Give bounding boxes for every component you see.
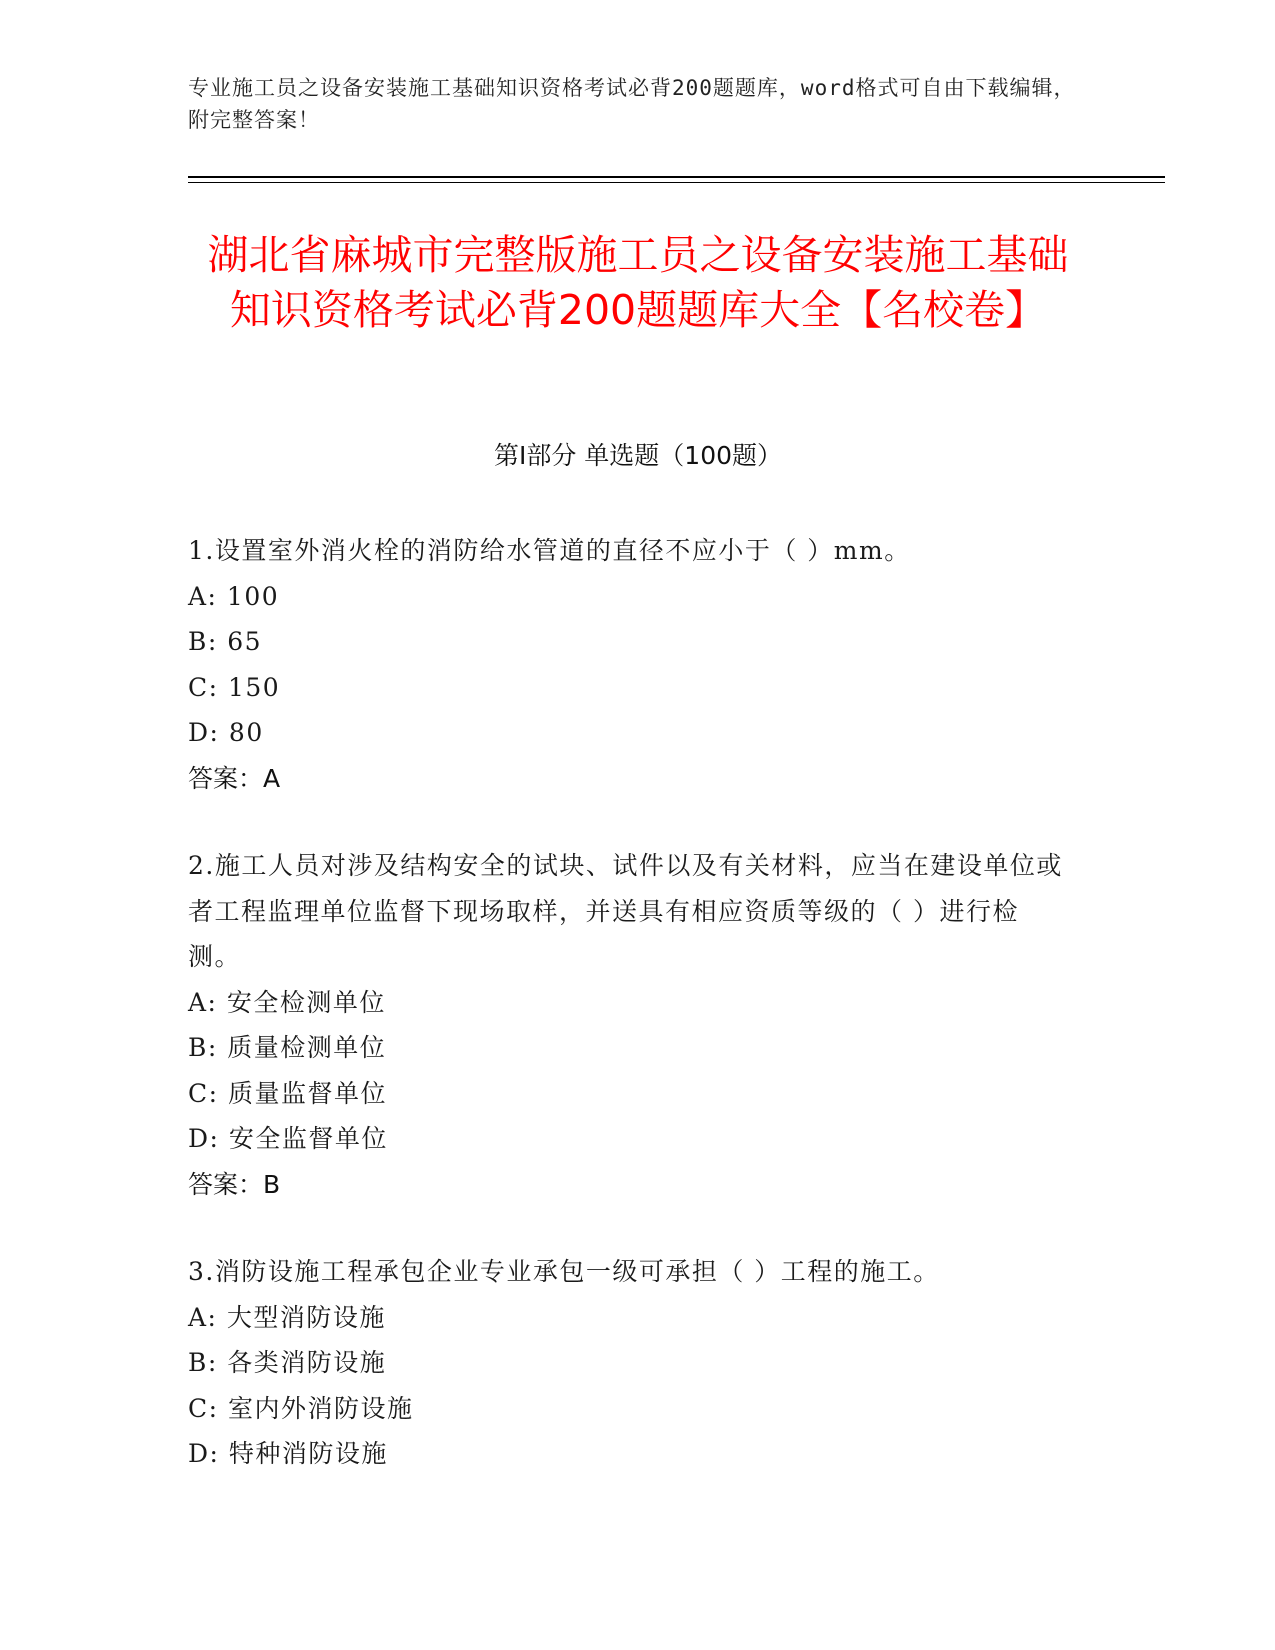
option-b: B: 各类消防设施 — [188, 1348, 387, 1377]
question-stem: 3.消防设施工程承包企业专业承包一级可承担（ ）工程的施工。 — [188, 1257, 940, 1286]
option-a: A: 100 — [188, 581, 280, 611]
header-divider-thin — [188, 182, 1165, 183]
option-c: C: 质量监督单位 — [188, 1078, 387, 1108]
section-title: 第I部分 单选题（100题） — [493, 441, 783, 470]
option-b: B: 质量检测单位 — [188, 1033, 387, 1062]
option-d: D: 安全监督单位 — [188, 1124, 388, 1153]
option-c: C: 150 — [188, 672, 281, 702]
answer-line: 答案：A — [188, 763, 281, 793]
option-a: A: 安全检测单位 — [188, 987, 386, 1017]
option-a: A: 大型消防设施 — [188, 1302, 386, 1332]
question-stem: 1.设置室外消火栓的消防给水管道的直径不应小于（ ）mm。 — [188, 536, 911, 565]
question-item — [188, 843, 1068, 1207]
option-d: D: 80 — [188, 718, 264, 747]
document-title: 湖北省麻城市完整版施工员之设备安装施工基础知识资格考试必背200题题库大全【名校卷】 — [207, 231, 1069, 334]
question-list — [188, 528, 1068, 1519]
question-item — [188, 528, 1068, 801]
option-c: C: 室内外消防设施 — [188, 1393, 414, 1423]
header-note: 专业施工员之设备安装施工基础知识资格考试必背200题题库，word格式可自由下载编辑，附完整答案！ — [188, 76, 1076, 132]
header-divider-thick — [188, 176, 1165, 178]
option-b: B: 65 — [188, 627, 263, 656]
option-d: D: 特种消防设施 — [188, 1439, 388, 1468]
question-item — [188, 1249, 1068, 1477]
answer-line: 答案：B — [188, 1169, 281, 1199]
question-stem: 2.施工人员对涉及结构安全的试块、试件以及有关材料，应当在建设单位或者工程监理单位监督下现场取样，并送具有相应资质等级的（ ）进行检测。 — [188, 851, 1063, 971]
